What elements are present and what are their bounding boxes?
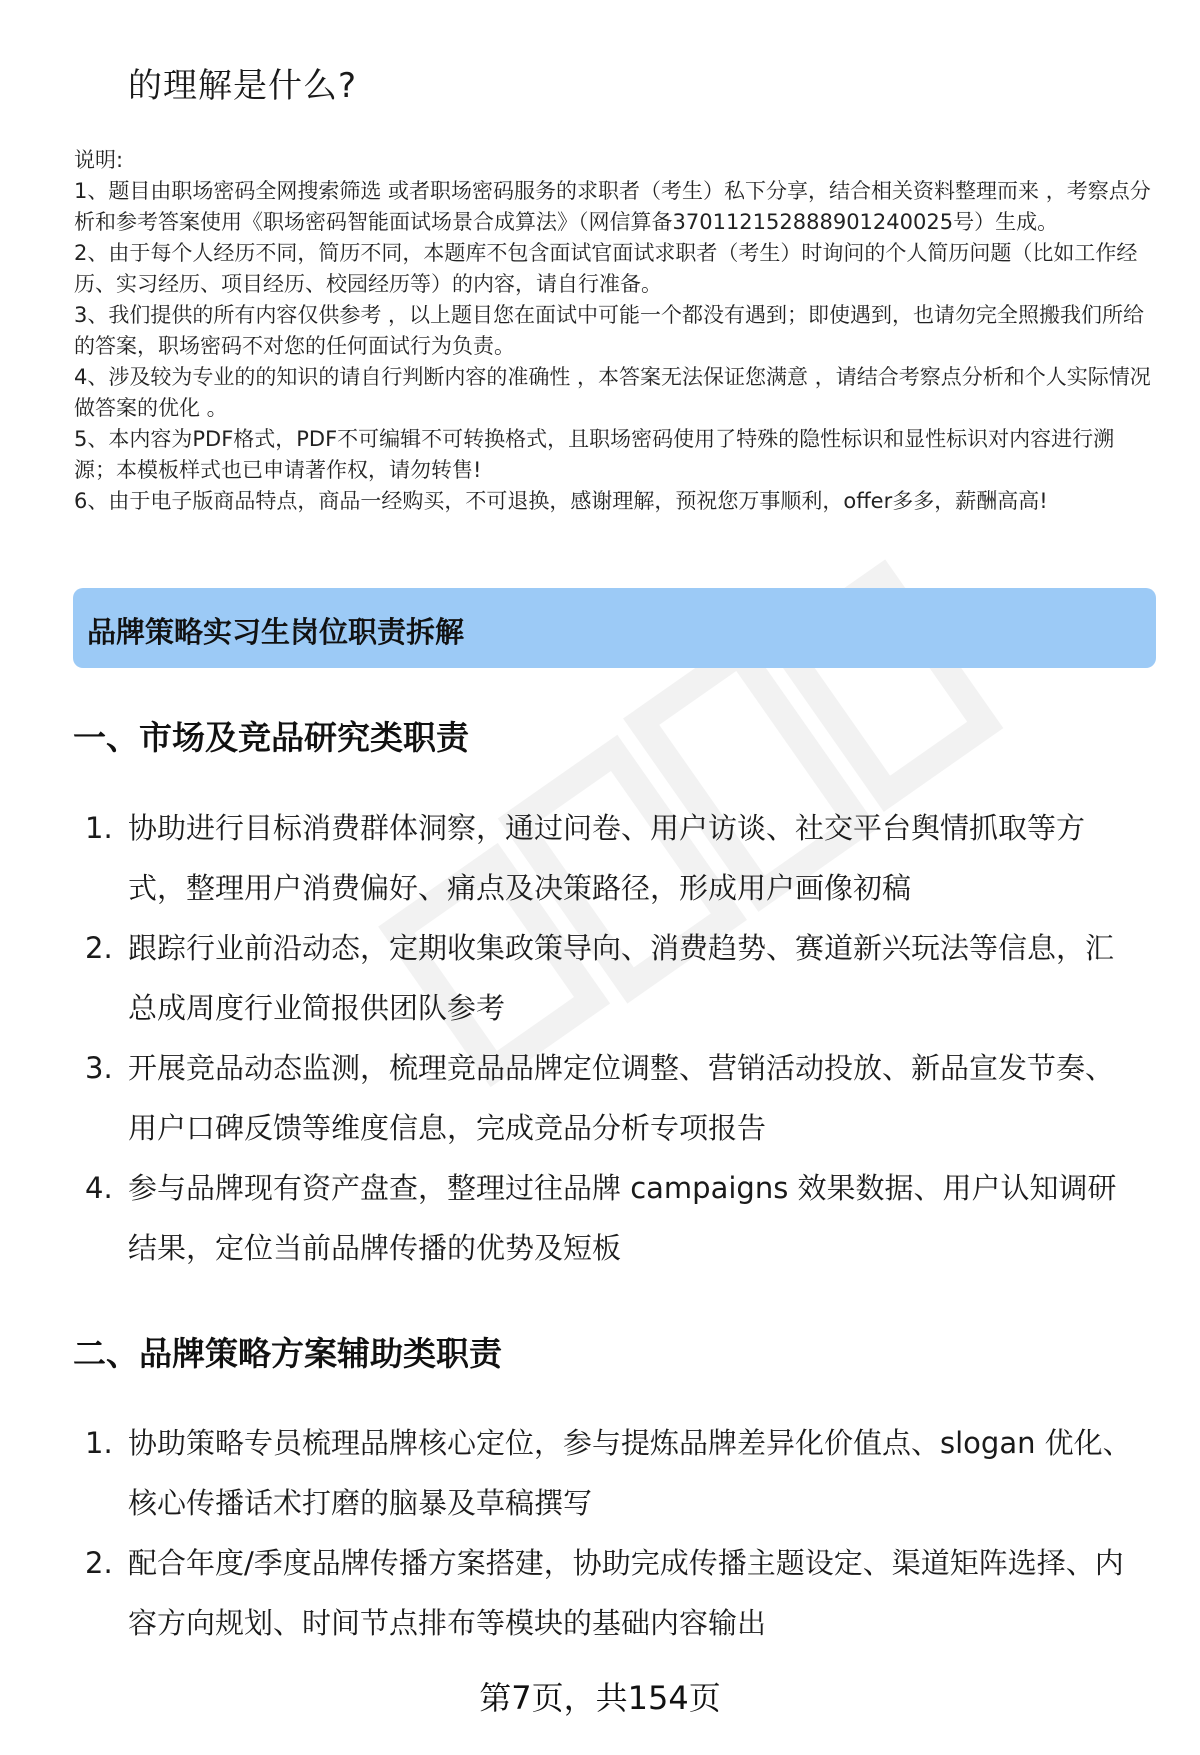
list-item-number: 4. bbox=[85, 1171, 113, 1205]
list-item bbox=[80, 1413, 1160, 1533]
list-item-number: 1. bbox=[85, 1426, 113, 1460]
section-banner bbox=[73, 588, 1156, 668]
list-item-line: 总成周度行业简报供团队参考 bbox=[128, 991, 506, 1025]
list-item-line: 协助策略专员梳理品牌核心定位，参与提炼品牌差异化价值点、slogan 优化、 bbox=[128, 1426, 1132, 1460]
list-item-line: 参与品牌现有资产盘查，整理过往品牌 campaigns 效果数据、用户认知调研 bbox=[128, 1171, 1117, 1205]
note-item-3: 3、我们提供的所有内容仅供参考 ，以上题目您在面试中可能一个都没有遇到；即使遇到，也请勿完全照搬我们所给的答案，职场密码不对您的任何面试行为负责。 bbox=[74, 303, 1145, 358]
note-item-1: 1、题目由职场密码全网搜索筛选 或者职场密码服务的求职者（考生）私下分享，结合相关资料整理而来 ，考察点分析和参考答案使用《职场密码智能面试场景合成算法》（网信算备370112152888901240025号）生成。 bbox=[74, 179, 1151, 234]
list-item-line: 协助进行目标消费群体洞察，通过问卷、用户访谈、社交平台舆情抓取等方 bbox=[128, 811, 1086, 845]
list-item-line: 结果，定位当前品牌传播的优势及短板 bbox=[128, 1231, 622, 1265]
list-item-number: 2. bbox=[85, 1546, 113, 1580]
list-item-line: 开展竞品动态监测，梳理竞品品牌定位调整、营销活动投放、新品宣发节奏、 bbox=[128, 1051, 1115, 1085]
list-item bbox=[80, 1158, 1160, 1278]
section2-title: 二、品牌策略方案辅助类职责 bbox=[73, 1334, 502, 1373]
section1-list bbox=[80, 798, 1160, 1278]
list-item-line: 式，整理用户消费偏好、痛点及决策路径，形成用户画像初稿 bbox=[128, 871, 912, 905]
list-item-number: 2. bbox=[85, 931, 113, 965]
note-item-4: 4、涉及较为专业的的知识的请自行判断内容的准确性 ，本答案无法保证您满意 ，请结合考察点分析和个人实际情况做答案的优化 。 bbox=[74, 365, 1151, 420]
banner-title: 品牌策略实习生岗位职责拆解 bbox=[87, 615, 465, 649]
page-number-footer: 第7页，共154页 bbox=[479, 1679, 721, 1717]
list-item bbox=[80, 1533, 1160, 1653]
notes-heading: 说明: bbox=[74, 148, 124, 172]
section1-title: 一、市场及竞品研究类职责 bbox=[73, 718, 469, 757]
list-item-number: 1. bbox=[85, 811, 113, 845]
list-item-line: 跟踪行业前沿动态，定期收集政策导向、消费趋势、赛道新兴玩法等信息，汇 bbox=[128, 931, 1115, 965]
section2-list bbox=[80, 1413, 1160, 1653]
note-item-2: 2、由于每个人经历不同，简历不同，本题库不包含面试官面试求职者（考生）时询问的个人简历问题（比如工作经历、实习经历、项目经历、校园经历等）的内容，请自行准备。 bbox=[74, 241, 1138, 296]
list-item bbox=[80, 918, 1160, 1038]
note-item-5: 5、本内容为PDF格式，PDF不可编辑不可转换格式，且职场密码使用了特殊的隐性标识和显性标识对内容进行溯源；本模板样式也已申请著作权，请勿转售! bbox=[74, 427, 1115, 482]
list-item bbox=[80, 798, 1160, 918]
list-item-line: 核心传播话术打磨的脑暴及草稿撰写 bbox=[128, 1486, 593, 1520]
question-tail-text: 的理解是什么? bbox=[128, 66, 358, 106]
list-item-number: 3. bbox=[85, 1051, 113, 1085]
list-item-line: 用户口碑反馈等维度信息，完成竞品分析专项报告 bbox=[128, 1111, 767, 1145]
notes-block bbox=[74, 145, 1154, 517]
list-item bbox=[80, 1038, 1160, 1158]
list-item-line: 配合年度/季度品牌传播方案搭建，协助完成传播主题设定、渠道矩阵选择、内 bbox=[128, 1546, 1124, 1580]
list-item-line: 容方向规划、时间节点排布等模块的基础内容输出 bbox=[128, 1606, 767, 1640]
note-item-6: 6、由于电子版商品特点，商品一经购买，不可退换，感谢理解，预祝您万事顺利，offer多多，薪酬高高! bbox=[74, 489, 1048, 513]
